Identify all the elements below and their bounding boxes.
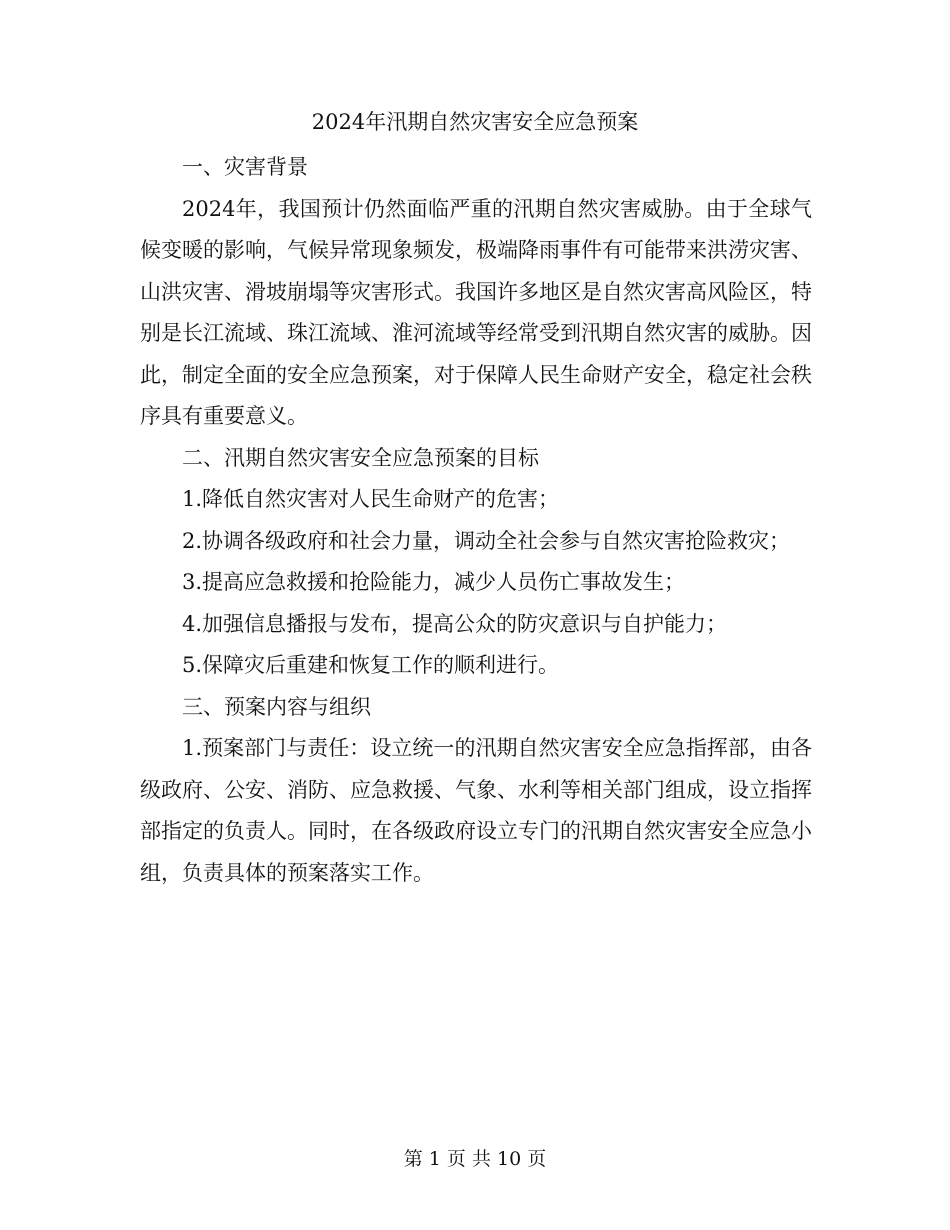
page-number-footer: 第 1 页 共 10 页 xyxy=(403,1148,547,1170)
paragraph-background: 2024年，我国预计仍然面临严重的汛期自然灾害威胁。由于全球气候变暖的影响，气候异常现象频发，极端降雨事件有可能带来洪涝灾害、山洪灾害、滑坡崩塌等灾害形式。我国许多地区是自然灾害高风险区，特别是长江流域、珠江流域、淮河流域等经常受到汛期自然灾害的威胁。因此，制定全面的安全应急预案，对于保障人民生命财产安全，稳定社会秩序具有重要意义。 xyxy=(140,196,812,428)
document-title: 2024年汛期自然灾害安全应急预案 xyxy=(311,110,639,134)
section-heading-goals: 二、汛期自然灾害安全应急预案的目标 xyxy=(182,445,539,470)
section-heading-background: 一、灾害背景 xyxy=(182,155,308,179)
document-body xyxy=(140,147,812,894)
goal-item-4: 4.加强信息播报与发布，提高公众的防灾意识与自护能力； xyxy=(182,611,728,636)
goal-item-1: 1.降低自然灾害对人民生命财产的危害； xyxy=(182,487,560,511)
goal-item-5: 5.保障灾后重建和恢复工作的顺利进行。 xyxy=(182,653,560,677)
goal-item-3: 3.提高应急救援和抢险能力，减少人员伤亡事故发生； xyxy=(182,570,686,594)
goal-item-2: 2.协调各级政府和社会力量，调动全社会参与自然灾害抢险救灾； xyxy=(182,528,791,553)
section-heading-content: 三、预案内容与组织 xyxy=(182,694,371,719)
paragraph-departments: 1.预案部门与责任：设立统一的汛期自然灾害安全应急指挥部，由各级政府、公安、消防、应急救援、气象、水利等相关部门组成，设立指挥部指定的负责人。同时，在各级政府设立专门的汛期自然灾害安全应急小组，负责具体的预案落实工作。 xyxy=(140,736,812,885)
